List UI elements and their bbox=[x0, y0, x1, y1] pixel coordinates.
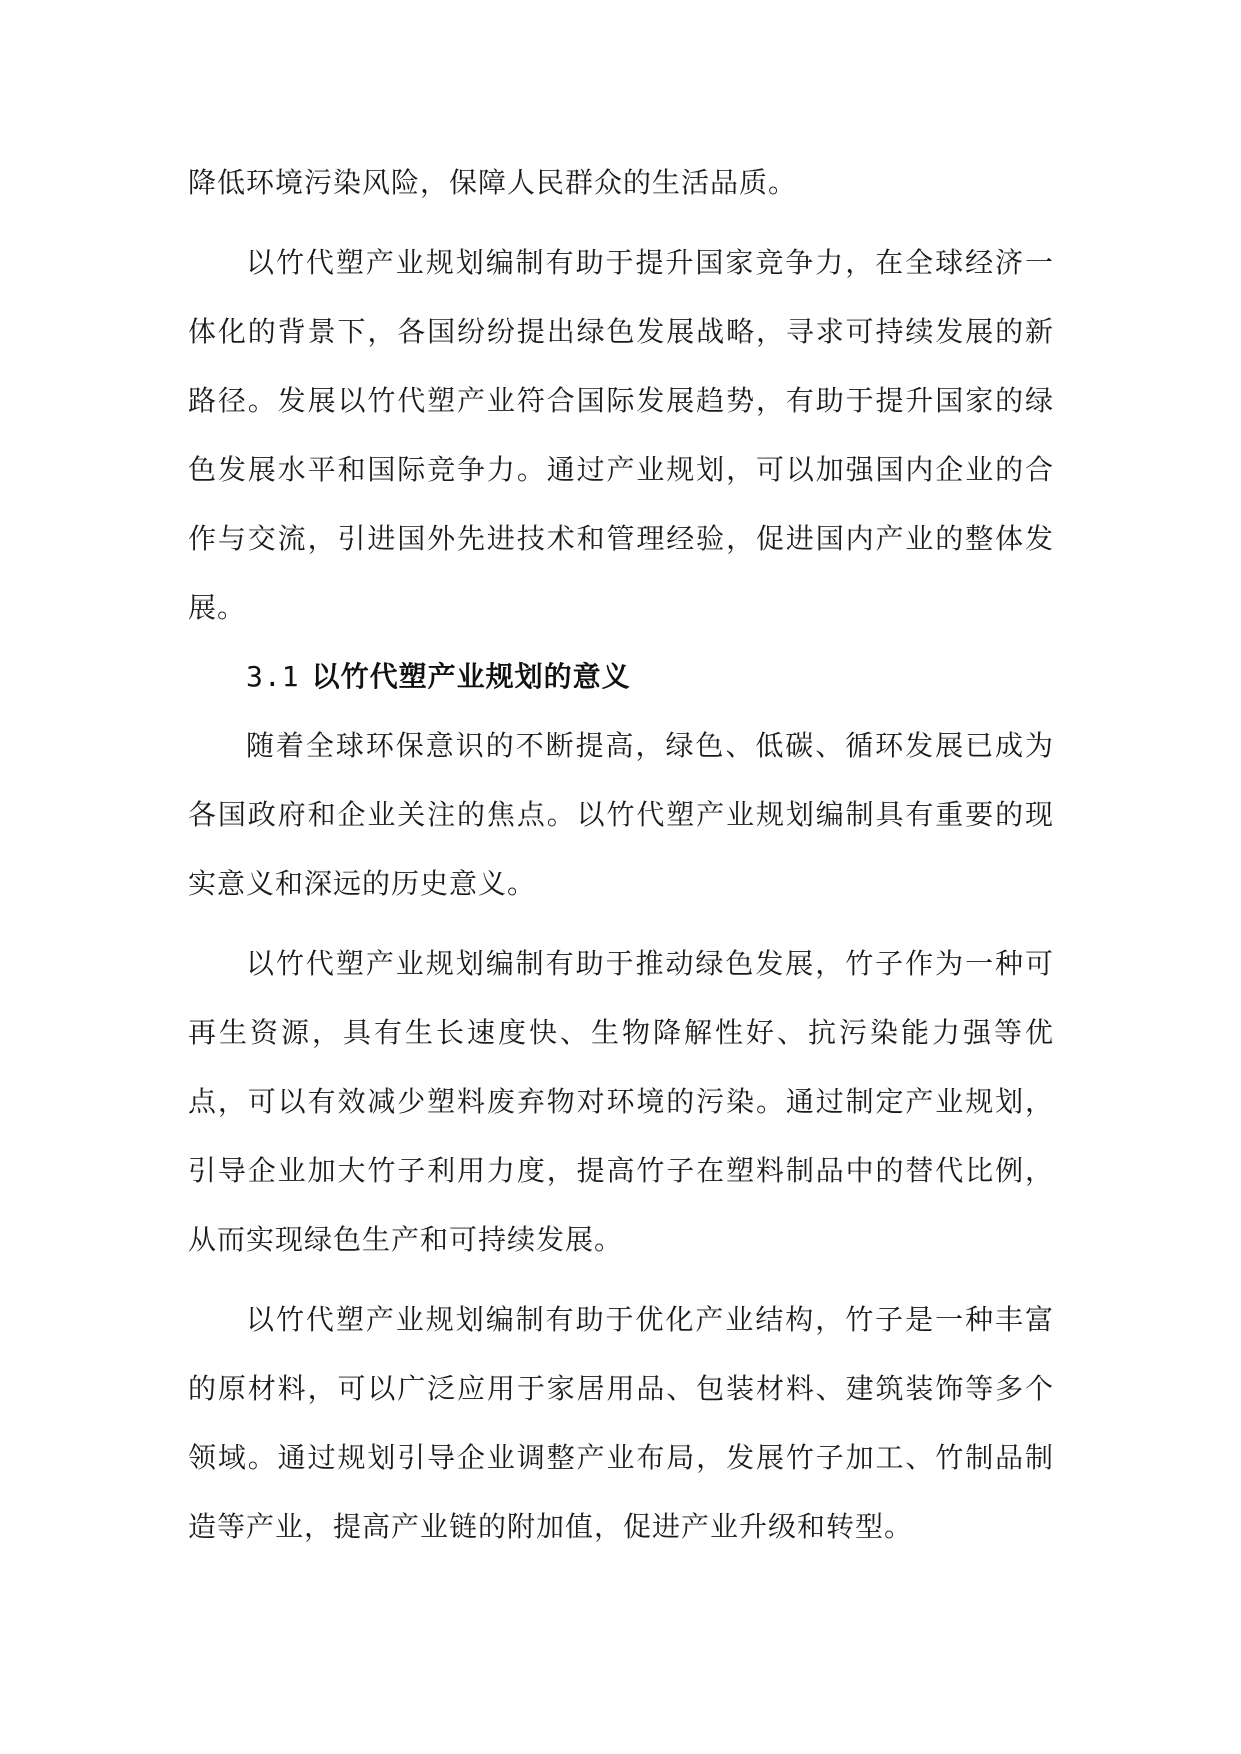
document-body bbox=[188, 148, 1054, 1561]
paragraph-significance: 随着全球环保意识的不断提高，绿色、低碳、循环发展已成为各国政府和企业关注的焦点。以竹代塑产业规划编制具有重要的现实意义和深远的历史意义。 bbox=[188, 729, 1054, 900]
paragraph-competitiveness: 以竹代塑产业规划编制有助于提升国家竞争力，在全球经济一体化的背景下，各国纷纷提出绿色发展战略，寻求可持续发展的新路径。发展以竹代塑产业符合国际发展趋势，有助于提升国家的绿色发展水平和国际竞争力。通过产业规划，可以加强国内企业的合作与交流，引进国外先进技术和管理经验，促进国内产业的整体发展。 bbox=[188, 246, 1054, 624]
section-number: 3.1 bbox=[246, 660, 300, 693]
paragraph-green-development: 以竹代塑产业规划编制有助于推动绿色发展，竹子作为一种可再生资源，具有生长速度快、生物降解性好、抗污染能力强等优点，可以有效减少塑料废弃物对环境的污染。通过制定产业规划，引导企业加大竹子利用力度，提高竹子在塑料制品中的替代比例，从而实现绿色生产和可持续发展。 bbox=[188, 947, 1054, 1256]
section-title: 以竹代塑产业规划的意义 bbox=[311, 660, 631, 693]
paragraph-continuation: 降低环境污染风险，保障人民群众的生活品质。 bbox=[188, 166, 798, 199]
paragraph-industry-structure: 以竹代塑产业规划编制有助于优化产业结构，竹子是一种丰富的原材料，可以广泛应用于家居用品、包装材料、建筑装饰等多个领域。通过规划引导企业调整产业布局，发展竹子加工、竹制品制造等产业，提高产业链的附加值，促进产业升级和转型。 bbox=[188, 1303, 1054, 1543]
section-heading bbox=[188, 642, 1054, 711]
